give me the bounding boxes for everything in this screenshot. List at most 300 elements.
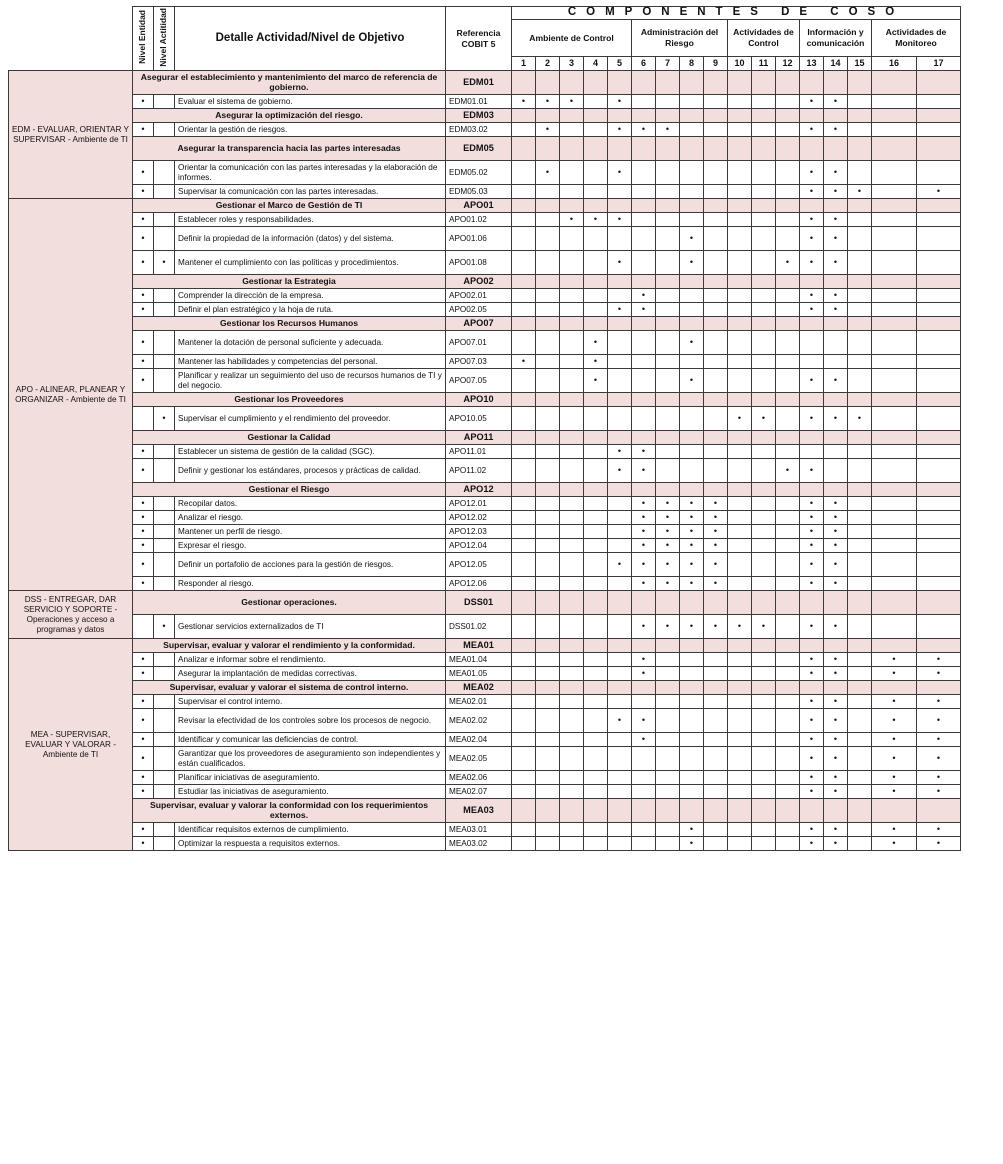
component-cell — [848, 709, 872, 733]
component-cell — [800, 355, 824, 369]
component-cell — [632, 823, 656, 837]
component-cell — [512, 639, 536, 653]
component-cell — [512, 653, 536, 667]
component-cell — [632, 137, 656, 161]
component-cell — [584, 303, 608, 317]
component-cell — [632, 355, 656, 369]
component-mark: • — [512, 355, 536, 369]
component-cell — [680, 109, 704, 123]
component-cell — [536, 525, 560, 539]
component-cell — [512, 275, 536, 289]
component-cell — [917, 483, 961, 497]
activity-reference: MEA03.01 — [446, 823, 512, 837]
entity-level-mark: • — [133, 771, 154, 785]
component-cell — [704, 785, 728, 799]
objective-row — [9, 275, 961, 289]
component-cell — [560, 407, 584, 431]
component-mark: • — [800, 459, 824, 483]
component-cell — [512, 71, 536, 95]
entity-level-mark: • — [133, 497, 154, 511]
component-mark: • — [824, 785, 848, 799]
component-cell — [608, 109, 632, 123]
objective-title: Asegurar la optimización del riesgo. — [133, 109, 446, 123]
component-cell — [824, 393, 848, 407]
component-cell — [800, 199, 824, 213]
component-cell — [608, 199, 632, 213]
component-cell — [608, 289, 632, 303]
entity-level-mark: • — [133, 289, 154, 303]
component-mark: • — [800, 303, 824, 317]
component-cell — [872, 483, 917, 497]
component-mark: • — [704, 525, 728, 539]
component-cell — [608, 185, 632, 199]
activity-level-mark: • — [154, 407, 175, 431]
activity-detail: Mantener la dotación de personal suficiente y adecuada. — [175, 331, 446, 355]
component-cell — [776, 199, 800, 213]
component-cell — [872, 161, 917, 185]
component-mark: • — [656, 123, 680, 137]
activity-level-mark — [154, 95, 175, 109]
component-mark: • — [632, 289, 656, 303]
component-mark: • — [824, 615, 848, 639]
component-cell — [776, 123, 800, 137]
component-cell — [584, 785, 608, 799]
activity-detail: Supervisar la comunicación con las partes interesadas. — [175, 185, 446, 199]
component-cell — [872, 185, 917, 199]
component-cell — [848, 199, 872, 213]
component-cell — [704, 109, 728, 123]
component-mark: • — [824, 577, 848, 591]
component-cell — [848, 577, 872, 591]
component-cell — [560, 251, 584, 275]
activity-row — [9, 525, 961, 539]
component-mark: • — [824, 695, 848, 709]
component-cell — [632, 317, 656, 331]
component-cell — [776, 497, 800, 511]
entity-level-mark: • — [133, 355, 154, 369]
component-cell — [752, 123, 776, 137]
component-cell — [680, 71, 704, 95]
component-cell — [752, 95, 776, 109]
objective-title: Gestionar el Marco de Gestión de TI — [133, 199, 446, 213]
activity-reference: MEA02.07 — [446, 785, 512, 799]
entity-level-mark: • — [133, 459, 154, 483]
component-cell — [536, 667, 560, 681]
component-cell — [800, 109, 824, 123]
component-mark: • — [584, 355, 608, 369]
component-cell — [752, 553, 776, 577]
coso-title: COMPONENTES DE COSO — [512, 7, 961, 20]
entity-level-mark: • — [133, 837, 154, 851]
component-cell — [752, 591, 776, 615]
entity-level-mark: • — [133, 709, 154, 733]
component-cell — [848, 109, 872, 123]
component-cell — [608, 483, 632, 497]
component-cell — [536, 695, 560, 709]
component-cell — [680, 667, 704, 681]
component-cell — [584, 459, 608, 483]
component-cell — [560, 289, 584, 303]
activity-detail: Comprender la dirección de la empresa. — [175, 289, 446, 303]
component-cell — [872, 681, 917, 695]
activity-level-mark — [154, 667, 175, 681]
component-mark: • — [824, 369, 848, 393]
objective-reference: APO12 — [446, 483, 512, 497]
component-cell — [776, 525, 800, 539]
component-mark: • — [824, 185, 848, 199]
activity-detail: Recopilar datos. — [175, 497, 446, 511]
component-cell — [656, 771, 680, 785]
objective-row — [9, 799, 961, 823]
component-cell — [704, 303, 728, 317]
component-cell — [728, 837, 752, 851]
component-number: 6 — [632, 57, 656, 71]
component-cell — [848, 681, 872, 695]
activity-level-mark — [154, 497, 175, 511]
component-cell — [704, 393, 728, 407]
component-cell — [848, 639, 872, 653]
component-cell — [536, 539, 560, 553]
component-mark: • — [536, 161, 560, 185]
activity-reference: EDM05.02 — [446, 161, 512, 185]
component-cell — [917, 681, 961, 695]
component-cell — [752, 199, 776, 213]
component-cell — [776, 577, 800, 591]
component-cell — [824, 355, 848, 369]
component-cell — [536, 303, 560, 317]
component-cell — [656, 355, 680, 369]
component-cell — [848, 289, 872, 303]
component-cell — [872, 289, 917, 303]
component-cell — [608, 369, 632, 393]
objective-row — [9, 71, 961, 95]
component-mark: • — [824, 213, 848, 227]
component-cell — [704, 71, 728, 95]
component-cell — [776, 511, 800, 525]
component-cell — [584, 837, 608, 851]
component-mark: • — [632, 525, 656, 539]
activity-reference: APO12.01 — [446, 497, 512, 511]
activity-row — [9, 823, 961, 837]
component-cell — [512, 799, 536, 823]
component-cell — [656, 837, 680, 851]
component-cell — [728, 289, 752, 303]
activity-row — [9, 709, 961, 733]
component-mark: • — [824, 709, 848, 733]
component-cell — [680, 431, 704, 445]
activity-reference: APO01.02 — [446, 213, 512, 227]
component-mark: • — [680, 577, 704, 591]
component-mark: • — [680, 525, 704, 539]
component-cell — [752, 185, 776, 199]
component-cell — [704, 653, 728, 667]
component-cell — [776, 71, 800, 95]
component-number: 5 — [608, 57, 632, 71]
component-cell — [656, 799, 680, 823]
component-cell — [704, 591, 728, 615]
component-cell — [632, 369, 656, 393]
entity-level-mark: • — [133, 95, 154, 109]
component-cell — [776, 667, 800, 681]
activity-detail: Mantener las habilidades y competencias del personal. — [175, 355, 446, 369]
component-cell — [704, 681, 728, 695]
activity-level-mark — [154, 213, 175, 227]
component-mark: • — [776, 459, 800, 483]
component-cell — [848, 213, 872, 227]
component-mark: • — [776, 251, 800, 275]
activity-detail: Garantizar que los proveedores de aseguramiento son independientes y están cualificados. — [175, 747, 446, 771]
component-cell — [848, 275, 872, 289]
component-cell — [800, 799, 824, 823]
component-cell — [872, 95, 917, 109]
component-mark: • — [800, 227, 824, 251]
objective-row — [9, 483, 961, 497]
component-cell — [776, 393, 800, 407]
component-cell — [512, 695, 536, 709]
component-cell — [776, 161, 800, 185]
component-cell — [608, 591, 632, 615]
objective-row — [9, 591, 961, 615]
component-cell — [752, 511, 776, 525]
component-cell — [704, 137, 728, 161]
component-cell — [680, 137, 704, 161]
activity-row — [9, 653, 961, 667]
component-mark: • — [872, 709, 917, 733]
component-cell — [656, 681, 680, 695]
component-cell — [776, 639, 800, 653]
component-mark: • — [632, 445, 656, 459]
component-cell — [728, 227, 752, 251]
component-cell — [917, 137, 961, 161]
component-mark: • — [632, 667, 656, 681]
component-cell — [704, 483, 728, 497]
component-mark: • — [917, 733, 961, 747]
component-cell — [584, 161, 608, 185]
component-cell — [872, 123, 917, 137]
component-mark: • — [824, 497, 848, 511]
component-cell — [848, 653, 872, 667]
component-cell — [728, 771, 752, 785]
component-cell — [917, 615, 961, 639]
activity-row — [9, 497, 961, 511]
component-cell — [656, 445, 680, 459]
component-cell — [560, 771, 584, 785]
coso-group-header: Administración del Riesgo — [632, 20, 728, 57]
component-cell — [608, 137, 632, 161]
activity-level-mark — [154, 539, 175, 553]
component-mark: • — [656, 525, 680, 539]
component-mark: • — [536, 95, 560, 109]
component-mark: • — [800, 525, 824, 539]
coso-group-header: Información y comunicación — [800, 20, 872, 57]
component-cell — [584, 771, 608, 785]
component-mark: • — [752, 615, 776, 639]
domain-label: EDM - EVALUAR, ORIENTAR Y SUPERVISAR - Ambiente de TI — [9, 71, 133, 199]
component-cell — [872, 615, 917, 639]
component-cell — [656, 251, 680, 275]
entity-level-mark: • — [133, 213, 154, 227]
component-cell — [584, 317, 608, 331]
component-cell — [728, 577, 752, 591]
coso-group-header: Ambiente de Control — [512, 20, 632, 57]
component-cell — [800, 137, 824, 161]
component-mark: • — [680, 615, 704, 639]
component-mark: • — [680, 497, 704, 511]
component-cell — [704, 667, 728, 681]
activity-reference: APO12.05 — [446, 553, 512, 577]
component-cell — [536, 407, 560, 431]
component-cell — [512, 199, 536, 213]
component-mark: • — [824, 667, 848, 681]
component-cell — [752, 483, 776, 497]
component-cell — [584, 497, 608, 511]
component-mark: • — [632, 733, 656, 747]
objective-reference: DSS01 — [446, 591, 512, 615]
component-cell — [536, 431, 560, 445]
component-cell — [752, 799, 776, 823]
activity-level-mark — [154, 733, 175, 747]
component-cell — [704, 227, 728, 251]
component-cell — [872, 137, 917, 161]
component-cell — [917, 525, 961, 539]
component-cell — [917, 123, 961, 137]
domain-label: APO - ALINEAR, PLANEAR Y ORGANIZAR - Ambiente de TI — [9, 199, 133, 591]
component-mark: • — [632, 303, 656, 317]
activity-row — [9, 785, 961, 799]
component-cell — [512, 615, 536, 639]
component-cell — [560, 123, 584, 137]
activity-reference: APO12.06 — [446, 577, 512, 591]
component-cell — [632, 331, 656, 355]
component-cell — [752, 695, 776, 709]
component-mark: • — [917, 709, 961, 733]
component-cell — [584, 407, 608, 431]
component-cell — [776, 823, 800, 837]
activity-reference: MEA01.05 — [446, 667, 512, 681]
component-cell — [584, 591, 608, 615]
component-mark: • — [800, 771, 824, 785]
component-cell — [608, 407, 632, 431]
component-mark: • — [680, 331, 704, 355]
component-cell — [536, 511, 560, 525]
component-cell — [560, 577, 584, 591]
objective-title: Gestionar operaciones. — [133, 591, 446, 615]
component-cell — [656, 483, 680, 497]
component-cell — [632, 275, 656, 289]
component-cell — [656, 71, 680, 95]
component-cell — [704, 185, 728, 199]
component-cell — [848, 71, 872, 95]
component-mark: • — [800, 747, 824, 771]
component-cell — [752, 525, 776, 539]
component-cell — [512, 483, 536, 497]
activity-row — [9, 747, 961, 771]
component-mark: • — [824, 837, 848, 851]
component-mark: • — [800, 785, 824, 799]
component-cell — [728, 667, 752, 681]
component-cell — [608, 393, 632, 407]
component-cell — [776, 369, 800, 393]
component-number: 11 — [752, 57, 776, 71]
component-mark: • — [704, 553, 728, 577]
component-cell — [872, 355, 917, 369]
component-cell — [536, 137, 560, 161]
component-cell — [704, 747, 728, 771]
activity-level-mark: • — [154, 251, 175, 275]
component-cell — [536, 109, 560, 123]
component-cell — [656, 303, 680, 317]
component-cell — [512, 497, 536, 511]
component-cell — [776, 137, 800, 161]
component-mark: • — [917, 653, 961, 667]
component-cell — [848, 667, 872, 681]
objective-row — [9, 393, 961, 407]
activity-detail: Definir un portafolio de acciones para la gestión de riesgos. — [175, 553, 446, 577]
component-cell — [800, 393, 824, 407]
detalle-header: Detalle Actividad/Nivel de Objetivo — [175, 7, 446, 71]
component-cell — [848, 331, 872, 355]
component-mark: • — [512, 95, 536, 109]
component-mark: • — [872, 823, 917, 837]
component-cell — [848, 123, 872, 137]
component-cell — [917, 407, 961, 431]
component-cell — [584, 667, 608, 681]
component-cell — [872, 553, 917, 577]
component-mark: • — [680, 251, 704, 275]
coso-cobit-matrix — [8, 6, 961, 851]
component-cell — [824, 109, 848, 123]
component-mark: • — [917, 785, 961, 799]
entity-level-mark: • — [133, 539, 154, 553]
component-cell — [560, 681, 584, 695]
component-cell — [776, 431, 800, 445]
activity-row — [9, 695, 961, 709]
component-cell — [728, 71, 752, 95]
corner-blank — [9, 7, 133, 71]
component-mark: • — [824, 747, 848, 771]
activity-detail: Planificar iniciativas de aseguramiento. — [175, 771, 446, 785]
component-cell — [848, 525, 872, 539]
component-cell — [728, 109, 752, 123]
component-mark: • — [917, 695, 961, 709]
component-cell — [656, 109, 680, 123]
activity-detail: Orientar la gestión de riesgos. — [175, 123, 446, 137]
component-cell — [512, 577, 536, 591]
component-cell — [608, 331, 632, 355]
component-cell — [632, 837, 656, 851]
component-cell — [584, 709, 608, 733]
component-cell — [776, 95, 800, 109]
activity-row — [9, 251, 961, 275]
activity-detail: Optimizar la respuesta a requisitos externos. — [175, 837, 446, 851]
component-cell — [776, 539, 800, 553]
activity-row — [9, 553, 961, 577]
component-cell — [584, 431, 608, 445]
activity-detail: Establecer roles y responsabilidades. — [175, 213, 446, 227]
component-mark: • — [800, 667, 824, 681]
component-cell — [752, 771, 776, 785]
component-cell — [584, 747, 608, 771]
activity-level-mark — [154, 303, 175, 317]
component-cell — [536, 227, 560, 251]
component-mark: • — [824, 161, 848, 185]
component-cell — [536, 393, 560, 407]
component-cell — [917, 577, 961, 591]
component-cell — [824, 199, 848, 213]
component-mark: • — [704, 511, 728, 525]
component-cell — [584, 653, 608, 667]
component-cell — [680, 393, 704, 407]
